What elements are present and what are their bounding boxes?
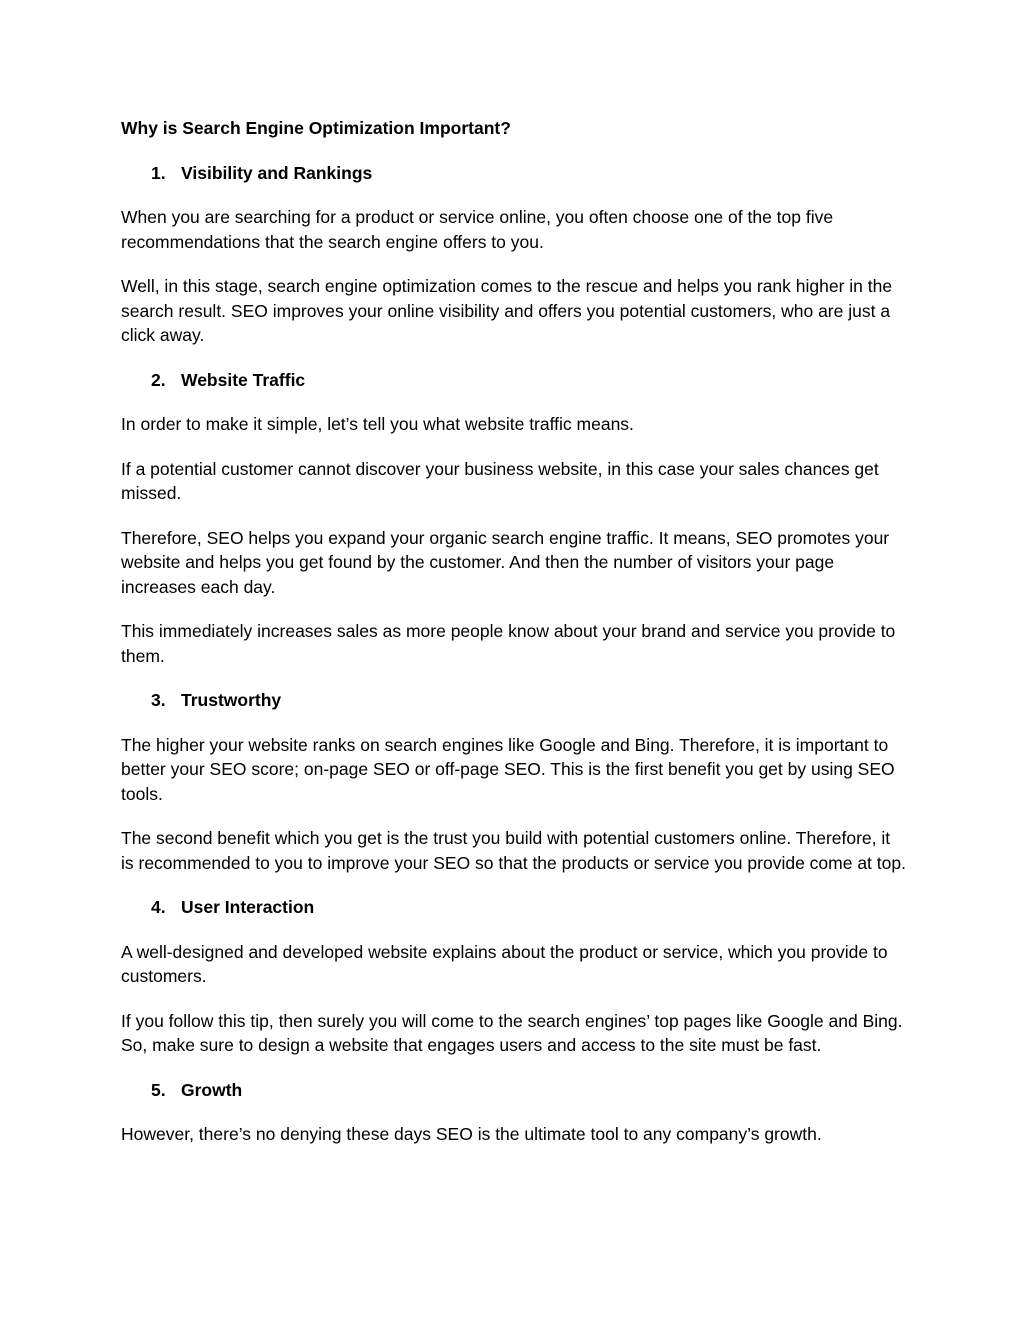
paragraph: A well-designed and developed website explains about the product or service, which you provide to customers. <box>121 941 888 986</box>
paragraph: The second benefit which you get is the trust you build with potential customers online. Therefore, it is recommended to you to improve your SEO so that the products or service you provide come at top. <box>121 828 906 873</box>
paragraph: If a potential customer cannot discover your business website, in this case your sales chances get missed. <box>121 458 879 503</box>
section-heading-growth <box>121 1078 906 1103</box>
section-heading-text: Trustworthy <box>181 690 282 710</box>
paragraph: This immediately increases sales as more people know about your brand and service you provide to them. <box>121 621 896 666</box>
paragraph: Therefore, SEO helps you expand your organic search engine traffic. It means, SEO promotes your website and helps you get found by the customer. And then the number of visitors your page increases each day. <box>121 527 890 597</box>
section-number: 1. <box>151 162 166 183</box>
section-heading-user-interaction <box>121 895 906 920</box>
section-heading-visibility <box>121 161 906 186</box>
section-heading-text: User Interaction <box>181 897 315 917</box>
section-number: 2. <box>151 369 166 390</box>
paragraph: When you are searching for a product or service online, you often choose one of the top five recommendations that the search engine offers to you. <box>121 207 834 252</box>
document-title: Why is Search Engine Optimization Important? <box>121 118 511 138</box>
section-heading-text: Growth <box>181 1079 243 1100</box>
paragraph: Well, in this stage, search engine optimization comes to the rescue and helps you rank higher in the search result. SEO improves your online visibility and offers you potential customers, who are just a click away. <box>121 276 893 345</box>
section-number: 5. <box>151 1079 166 1100</box>
paragraph: In order to make it simple, let’s tell you what website traffic means. <box>121 414 634 434</box>
section-heading-text: Visibility and Rankings <box>181 162 373 183</box>
section-heading-trustworthy <box>121 688 906 713</box>
section-number: 3. <box>151 690 166 710</box>
section-heading-text: Website Traffic <box>181 369 306 390</box>
document-page <box>121 116 906 1167</box>
section-number: 4. <box>151 897 166 917</box>
paragraph: However, there’s no denying these days SEO is the ultimate tool to any company’s growth. <box>121 1124 822 1144</box>
section-heading-traffic <box>121 368 906 393</box>
paragraph: The higher your website ranks on search engines like Google and Bing. Therefore, it is important to better your SEO score; on-page SEO or off-page SEO. This is the first benefit you get by using SEO tools. <box>121 734 895 804</box>
paragraph: If you follow this tip, then surely you will come to the search engines’ top pages like Google and Bing. So, make sure to design a website that engages users and access to the site must be fast. <box>121 1010 903 1055</box>
